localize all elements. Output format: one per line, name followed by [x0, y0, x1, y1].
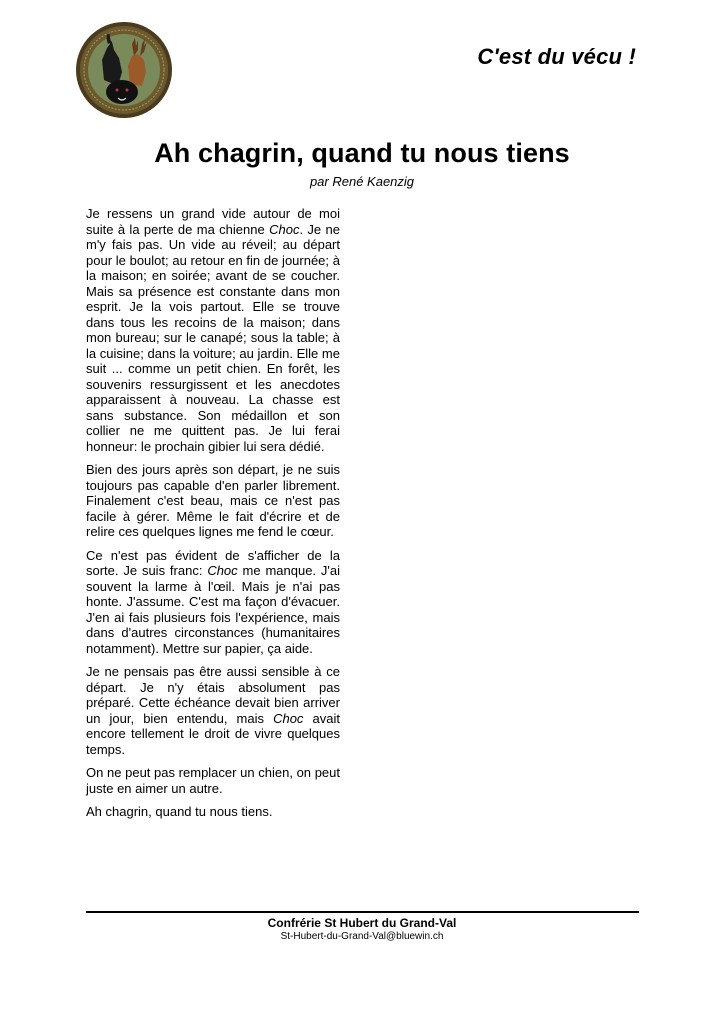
article-byline: par René Kaenzig — [309, 174, 415, 189]
text-run: Je ne pensais pas être aussi sensible à ce départ. Je n'y étais absolument pas préparé. Cette échéance devait bien arriver un jour, bien entendu, mais — [86, 664, 340, 726]
emphasis-text: Choc — [273, 710, 304, 726]
article-paragraph — [86, 765, 340, 796]
chamois-roe-deer-boar-crest-icon — [74, 20, 174, 120]
text-run: Je ressens un grand vide autour de moi suite à la perte de ma chienne — [86, 206, 340, 237]
section-tag: C'est du vécu ! — [477, 44, 636, 69]
article-title: Ah chagrin, quand tu nous tiens — [154, 138, 570, 168]
article-paragraph — [86, 548, 340, 657]
text-run: Ah chagrin, quand tu nous tiens. — [86, 804, 273, 819]
emphasis-text: Choc — [269, 221, 300, 237]
text-run: On ne peut pas remplacer un chien, on peut juste en aimer un autre. — [86, 765, 340, 796]
text-run: Ce n'est pas évident de s'afficher de la sorte. Je suis franc: — [86, 547, 340, 578]
article-paragraph — [86, 462, 340, 540]
text-run: Bien des jours après son départ, je ne suis toujours pas capable d'en parler librement. Finalement c'est beau, mais ce n'est pas facile à gérer. Même le fait d'écrire et de relire ces quelques lignes me fend le cœur. — [86, 462, 340, 539]
text-run: . Je ne m'y fais pas. Un vide au réveil; au départ pour le boulot; au retour en fin de journée; à la maison; en soirée; avant de se coucher. Mais sa présence est constante dans mon esprit. Je la vois partout. Elle se trouve dans tous les recoins de la maison; dans mon bureau; sur le canapé; sous la table; à la cuisine; dans la voiture; au jardin. Elle me suit ... comme un petit chien. En forêt, les souvenirs ressurgissent et les anecdotes apparaissent à nouveau. La chasse est sans substance. Son médaillon et son collier ne me quittent pas. Je lui ferai honneur: le prochain gibier lui sera dédié. — [86, 221, 340, 454]
article-paragraph — [86, 804, 340, 820]
text-run: me manque. J'ai souvent la larme à l'œil. Mais je n'ai pas honte. J'assume. C'est ma façon d'évacuer. J'en ai fais plusieurs fois l'expérience, mais dans d'autres circonstances (humanitaires notamment). Mettre sur papier, ça aide. — [86, 563, 340, 656]
article-body — [86, 206, 340, 828]
text-run: avait encore tellement le droit de vivre quelques temps. — [86, 710, 340, 757]
footer-organization: Confrérie St Hubert du Grand-Val — [267, 916, 457, 930]
article-paragraph — [86, 664, 340, 757]
emphasis-text: Choc — [207, 563, 238, 578]
footer-email: St-Hubert-du-Grand-Val@bluewin.ch — [280, 931, 444, 942]
footer-divider — [86, 911, 639, 913]
article-paragraph — [86, 206, 340, 454]
